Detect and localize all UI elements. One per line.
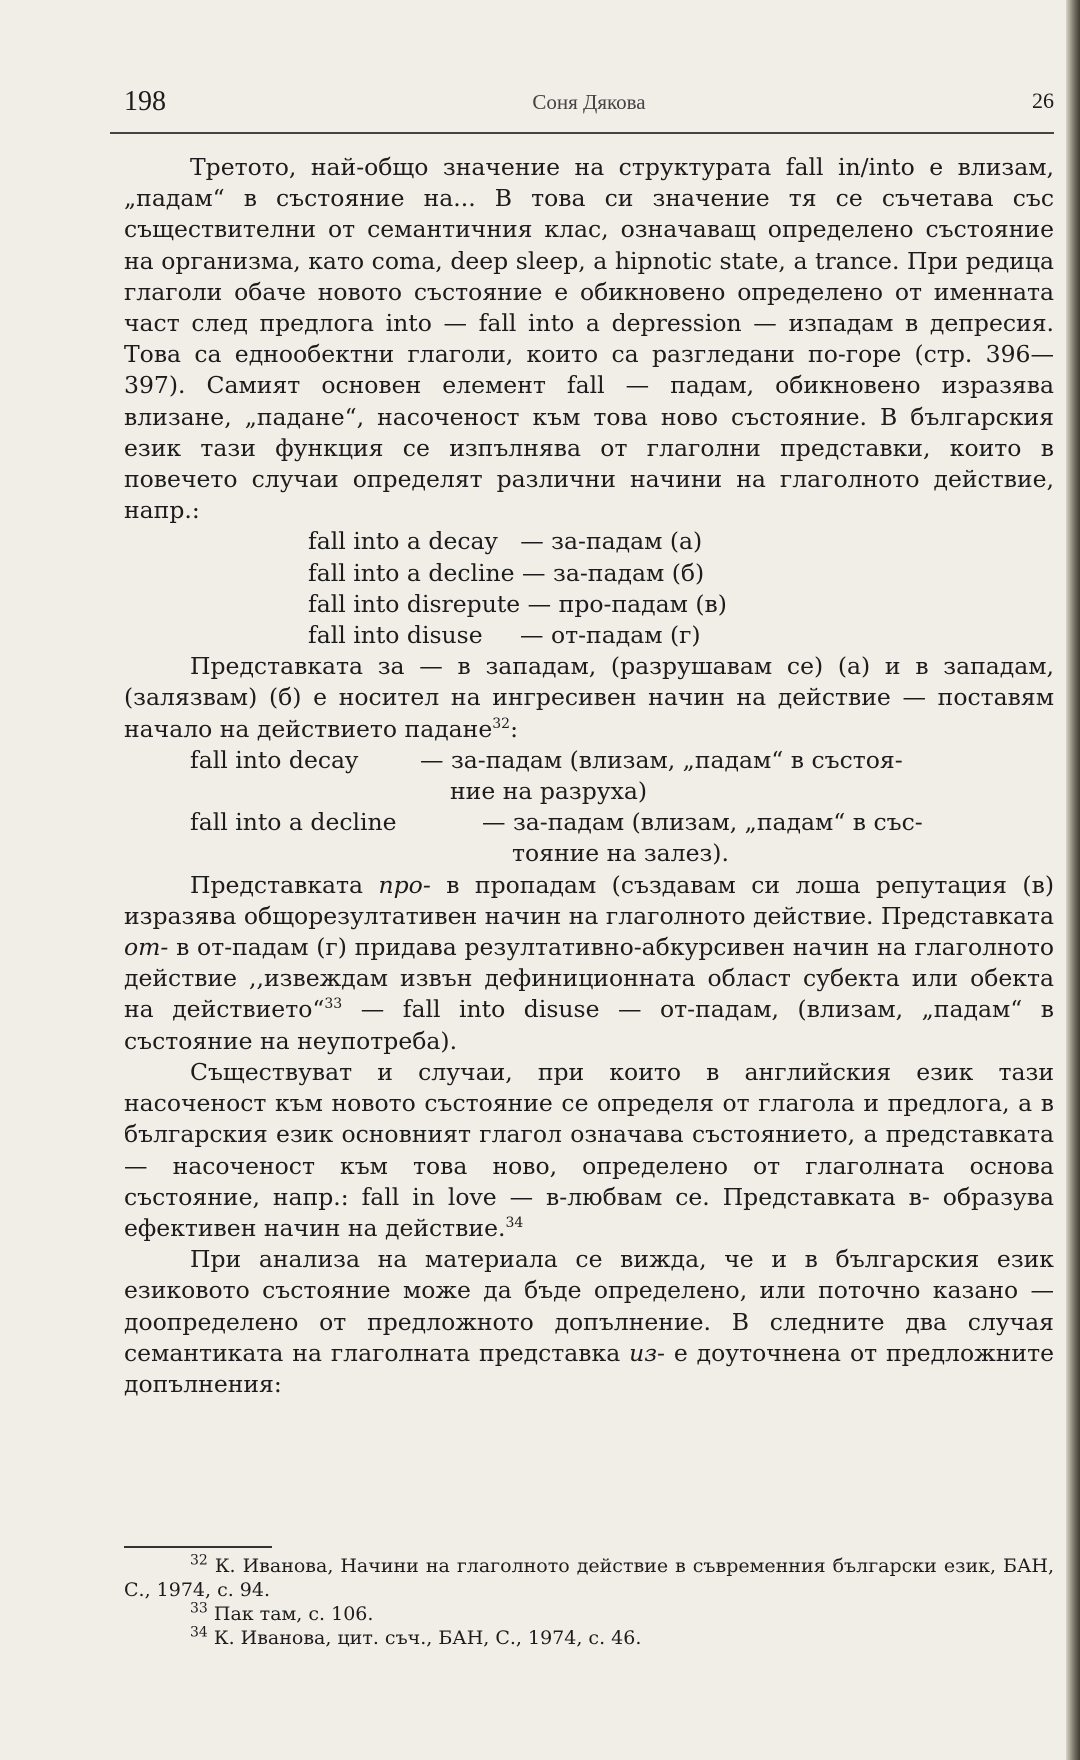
definition-gloss-cont: тояние на залез). (512, 839, 729, 868)
example-item: fall into a decay — за-падам (а) (308, 527, 703, 556)
footnote-ref: 34 (505, 1215, 524, 1232)
footnote-item: $^{34}$ К. Иванова, цит. съч., БАН, С., 1974, с. 46. (190, 1624, 642, 1649)
example-list (308, 526, 1054, 651)
example-item: fall into a decline — за-падам (б) (308, 558, 705, 587)
body-text (124, 152, 1054, 1400)
paragraph-1: Третото, най-общо значение на структурата fall in/into е влизам, „падам“ в състояние на... В това си значение тя се съчетава със съществителни от семантичния клас, означаващ определено състояние на организма, като coma, deep sleep, a hipnotic state, a trance. При редица глаголи обаче новото състояние е обикновено определено от именната част след предлога into — fall into a depression — изпадам в депресия. Това са еднообектни глаголи, които са разгледани по-горе (стр. 396—397). Самият основен елемент fall — падам, обикновено изразява влизане, „падане“, насоченост към това ново състояние. В българския език тази функция се изпълнява от глаголни представки, които в повечето случаи определят различни начини на глаголното действие, напр.: (124, 153, 1054, 525)
paragraph-2: Представката за — в западам, (разрушавам се) (а) и в западам, (залязвам) (б) е носител на ингресивен начин на действие — поставям начало на действието падане$^{32}$: (124, 652, 1054, 743)
page-number: 198 (124, 86, 166, 117)
definition-2 (190, 807, 1054, 869)
example-item: fall into disrepute — про-падам (в) (308, 589, 727, 618)
footnote-rule (124, 1546, 272, 1548)
page-header (124, 86, 1054, 126)
paragraph-4: Съществуват и случаи, при които в английския език тази насоченост към новото състояние се определя от глагола и предлога, а в българския език основният глагол означава състоянието, а представката — насоченост към това ново, определено от глаголната основа състояние, напр.: fall in love — в-любвам се. Представката в- образува ефективен начин на действие.$^{34}$ (124, 1057, 1054, 1242)
signature-number: 26 (1032, 88, 1054, 113)
example-item: fall into disuse — от-падам (г) (308, 621, 701, 650)
definition-gloss: — за-падам (влизам, „падам“ в състоя- (420, 745, 903, 774)
definition-1 (190, 745, 1054, 807)
footnote-item: $^{32}$ К. Иванова, Начини на глаголното действие в съвременния български език, БАН, С., 1974, с. 94. (124, 1552, 1054, 1601)
footnotes (124, 1554, 1054, 1650)
paragraph-5: При анализа на материала се вижда, че и в българския език езиковото състояние може да бъде определено, или поточно казано — доопределено от предложното допълнение. В следните два случая семантиката на глаголната представка из- е доуточнена от предложните допълнения: (124, 1245, 1054, 1398)
paragraph-3: Представката про- в пропадам (създавам си лоша репутация (в) изразява общорезултативен начин на глаголното действие. Представката от- в от-падам (г) придава резултативно-абкурсивен начин на глаголното действие ,,извеждам извън дефиниционната област субекта или обекта на действието“$^{33}$ — fall into disuse — от-падам, (влизам, „падам“ в състояние на неупотреба). (124, 870, 1055, 1055)
definition-term: fall into decay (190, 745, 359, 774)
header-rule (110, 132, 1054, 134)
footnote-ref: 33 (324, 996, 343, 1013)
running-head: Соня Дякова (532, 90, 646, 114)
footnote-item: $^{33}$ Пак там, с. 106. (190, 1600, 374, 1625)
definition-gloss: — за-падам (влизам, „падам“ в със- (482, 808, 923, 837)
definition-term: fall into a decline (190, 808, 397, 837)
footnote-ref: 32 (492, 715, 511, 732)
page-edge (1066, 0, 1080, 1760)
definition-gloss-cont: ние на разруха) (450, 777, 648, 806)
